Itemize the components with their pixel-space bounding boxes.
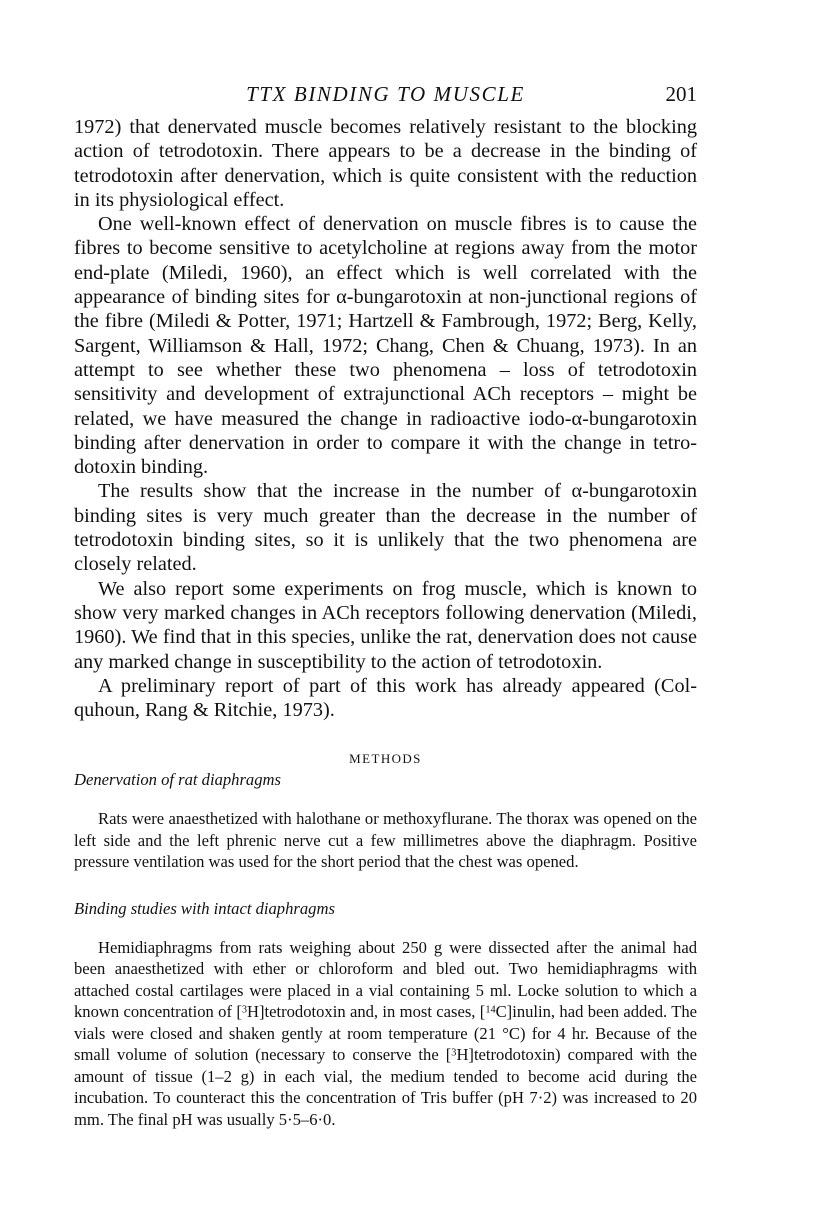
paragraph-continuation: 1972) that denervated muscle becomes relatively resistant to the blocking action of tetrodotoxin. There appears to be a decrease in the binding of tetrodotoxin after denervation, which is quite consistent with the reduction in its physiological effect. xyxy=(74,116,697,211)
binding-text-part-a: Hemidiaphragms from rats weighing about 250 g were dissected after the animal had been anaesthetized with ether or chloroform and bled out. Two hemidiaphragms with attached costal cartilages were placed in a vial containing 5 ml. Locke solution to which a known concentration of [ xyxy=(74,937,697,1022)
subsection-title-denervation: Denervation of rat diaphragms xyxy=(74,770,281,790)
page-body xyxy=(74,115,697,1130)
paragraph-binding-method xyxy=(74,937,697,1131)
paragraph-frog-muscle: We also report some experiments on frog muscle, which is known to show very marked changes in ACh receptors following denervation (Miledi, 1960). We find that in this species, unlike the rat, denervation does not cause any marked change in susceptibility to the action of tetrodotoxin. xyxy=(74,577,697,673)
paragraph-denervation-effects: One well-known effect of denervation on muscle fibres is to cause the fibres to become sensitive to acetylcholine at regions away from the motor end-plate (Miledi, 1960), an effect which is well correlated with the appearance of binding sites for α-bungarotoxin at non-junctional regions of the fibre (Miledi & Potter, 1971; Hartzell & Fambrough, 1972; Berg, Kelly, Sargent, Williamson & Hall, 1972; Chang, Chen & Chuang, 1973). In an attempt to see whether these two phenomena – loss of tetrodotoxin sensitivity and development of extrajunctional ACh receptors – might be related, we have measured the change in radioactive iodo-α-bungarotoxin binding after denervation in order to compare it with the change in tetrodotoxin binding. xyxy=(74,213,697,479)
isotope-superscript-3h: 3 xyxy=(241,1004,247,1016)
running-title: TTX BINDING TO MUSCLE xyxy=(246,82,525,106)
isotope-superscript-3h-second: 3 xyxy=(451,1047,457,1059)
methods-heading: METHODS xyxy=(349,751,422,767)
paragraph-results-summary: The results show that the increase in the number of α-bungarotoxin binding sites is very much greater than the decrease in the number of tetrodotoxin binding sites, so it is unlikely that the two phenomena are closely related. xyxy=(74,480,697,576)
binding-text-part-b: H]tetrodotoxin and, in most cases, [ xyxy=(247,1002,486,1022)
page-header xyxy=(74,80,697,114)
paragraph-denervation-method: Rats were anaesthetized with halothane or methoxyflurane. The thorax was opened on the left side and the left phrenic nerve cut a few millimetres above the diaphragm. Positive pressure ventilation was used for the short period that the chest was opened. xyxy=(74,809,697,872)
binding-text-part-c: C]inulin, had been added. The vials were closed and shaken gently at room temperature (21 °C) for 4 hr. Because of the small volume of solution (necessary to conserve the [ xyxy=(74,1002,697,1065)
page-number: 201 xyxy=(665,82,697,106)
binding-text-part-d: H]tetrodotoxin) compared with the amount of tissue (1–2 g) in each vial, the medium tended to become acid during the incubation. To counteract this the concentration of Tris buffer (pH 7·2) was increased to 20 mm. The final pH was usually 5·5–6·0. xyxy=(74,1045,697,1129)
paragraph-preliminary-report: A preliminary report of part of this work has already appeared (Colquhoun, Rang & Ritchie, 1973). xyxy=(74,674,697,722)
isotope-superscript-14c: 14 xyxy=(485,1004,496,1016)
subsection-title-binding-studies: Binding studies with intact diaphragms xyxy=(74,898,335,918)
